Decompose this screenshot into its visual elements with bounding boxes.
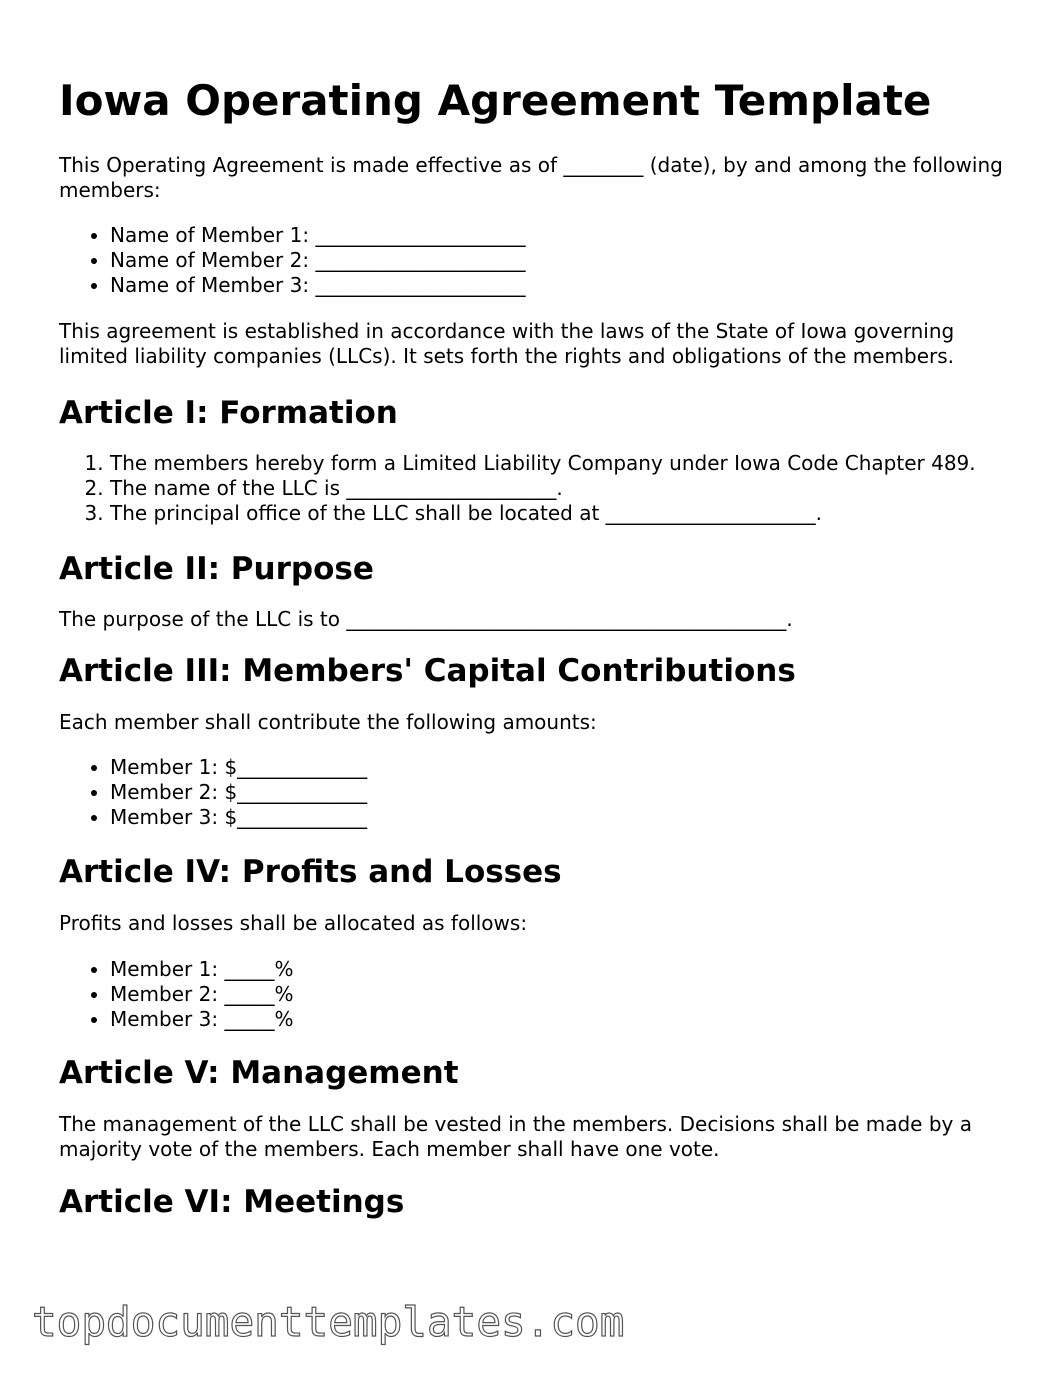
law-paragraph: This agreement is established in accordance with the laws of the State of Iowa governing limited liability companies (LLCs). It sets forth the rights and obligations of the members. [59,319,955,368]
watermark: topdocumenttemplates.com [32,1298,625,1346]
list-item: • Member 1: _____% [110,957,1019,982]
list-item: • Name of Member 1: _____________________ [110,223,1019,248]
members-list [59,223,1019,298]
article-5-text: The management of the LLC shall be vested in the members. Decisions shall be made by a majority vote of the members. Each member shall have one vote. [59,1112,972,1161]
list-item: 1. The members hereby form a Limited Liability Company under Iowa Code Chapter 489. [110,451,1019,476]
list-item: 2. The name of the LLC is _____________________. [110,476,1019,501]
list-item: • Member 3: _____% [110,1007,1019,1032]
article-4-text: Profits and losses shall be allocated as follows: [59,911,528,935]
document-page [59,0,1019,1221]
list-item: • Member 2: $_____________ [110,780,1019,805]
article-5-heading: Article V: Management [59,1055,459,1091]
article-1-list [59,451,1019,526]
list-item: • Name of Member 3: _____________________ [110,273,1019,298]
list-item: • Member 1: $_____________ [110,755,1019,780]
article-3-heading: Article III: Members' Capital Contributions [59,653,796,689]
list-item: 3. The principal office of the LLC shall be located at _____________________. [110,501,1019,526]
article-1-heading: Article I: Formation [59,395,398,431]
list-item: • Member 2: _____% [110,982,1019,1007]
article-6-heading: Article VI: Meetings [59,1184,405,1220]
list-item: • Name of Member 2: _____________________ [110,248,1019,273]
article-2-text: The purpose of the LLC is to ____________________________________________. [59,607,793,631]
article-3-text: Each member shall contribute the following amounts: [59,710,597,734]
document-title: Iowa Operating Agreement Template [59,76,932,125]
article-2-heading: Article II: Purpose [59,551,374,587]
list-item: • Member 3: $_____________ [110,805,1019,830]
article-4-heading: Article IV: Profits and Losses [59,854,562,890]
intro-paragraph: This Operating Agreement is made effective as of ________ (date), by and among the following members: [59,153,1003,202]
article-3-list [59,755,1019,830]
article-4-list [59,957,1019,1032]
